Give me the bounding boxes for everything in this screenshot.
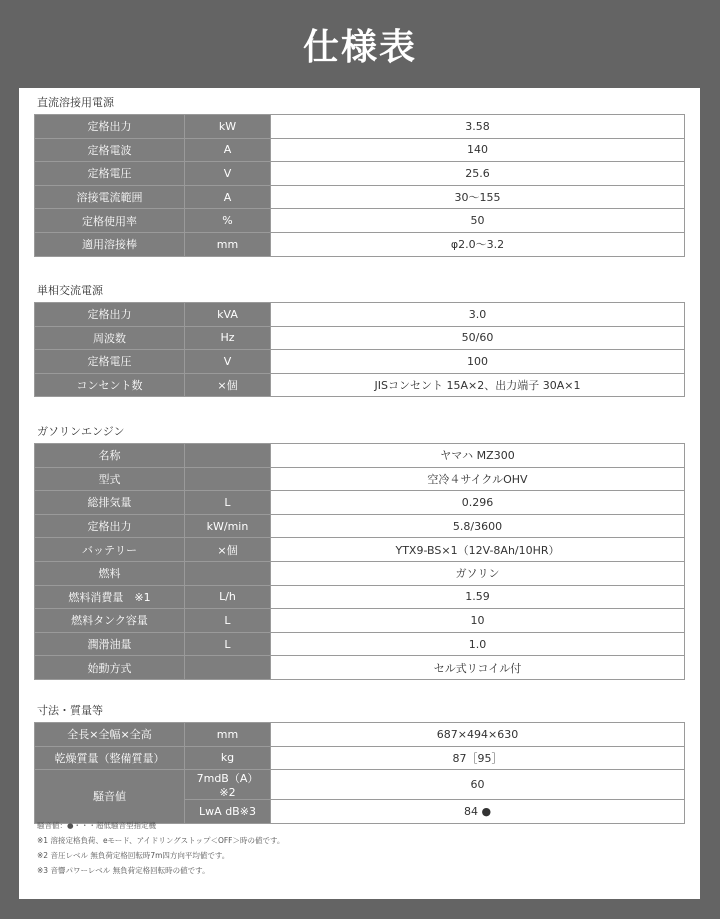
row-label: バッテリー <box>35 538 185 562</box>
dims-spec-table <box>34 722 685 824</box>
table-row <box>35 723 685 747</box>
table-row <box>35 232 685 256</box>
row-unit: ×個 <box>185 373 271 397</box>
table-row <box>35 303 685 327</box>
row-label: 定格電圧 <box>35 162 185 186</box>
footnote: ※2 音圧レベル 無負荷定格回転時7m四方向平均値です。 <box>37 851 230 860</box>
engine-spec-table <box>34 443 685 680</box>
row-label: 定格電波 <box>35 138 185 162</box>
row-label: 乾燥質量（整備質量） <box>35 746 185 770</box>
row-value: 1.59 <box>271 585 685 609</box>
table-row <box>35 444 685 468</box>
row-unit: kg <box>185 746 271 770</box>
section-title-engine: ガソリンエンジン <box>37 425 125 438</box>
row-unit: kVA <box>185 303 271 327</box>
noise-unit-sound-power: LwA dB※3 <box>185 800 271 824</box>
header-bar <box>0 0 720 88</box>
noise-value-sound-pressure: 60 <box>271 770 685 800</box>
row-unit: mm <box>185 723 271 747</box>
row-label: 燃料 <box>35 561 185 585</box>
row-value: 25.6 <box>271 162 685 186</box>
row-unit: L <box>185 491 271 515</box>
row-label: 始動方式 <box>35 656 185 680</box>
row-unit <box>185 444 271 468</box>
row-value: 3.0 <box>271 303 685 327</box>
row-unit: mm <box>185 232 271 256</box>
table-row <box>35 746 685 770</box>
row-unit: ×個 <box>185 538 271 562</box>
row-value: 50/60 <box>271 326 685 350</box>
row-label: 定格電圧 <box>35 350 185 374</box>
row-unit: kW/min <box>185 514 271 538</box>
row-value: ヤマハ MZ300 <box>271 444 685 468</box>
row-unit: L <box>185 609 271 633</box>
row-unit: V <box>185 162 271 186</box>
row-value: 30～155 <box>271 185 685 209</box>
row-unit: Hz <box>185 326 271 350</box>
row-unit: L/h <box>185 585 271 609</box>
row-unit <box>185 467 271 491</box>
table-row <box>35 770 685 800</box>
row-label: 適用溶接棒 <box>35 232 185 256</box>
page-title: 仕様表 <box>302 26 417 68</box>
table-row <box>35 162 685 186</box>
table-row <box>35 185 685 209</box>
row-label: 定格出力 <box>35 303 185 327</box>
spec-panel <box>19 88 700 899</box>
table-row <box>35 138 685 162</box>
row-value: 3.58 <box>271 115 685 139</box>
row-label: 溶接電流範囲 <box>35 185 185 209</box>
table-row <box>35 538 685 562</box>
footnote: ※1 溶接定格負荷、eモード、アイドリングストップ＜OFF＞時の値です。 <box>37 836 285 845</box>
table-row <box>35 373 685 397</box>
table-row <box>35 609 685 633</box>
footnote: 騒音値：●・・・超低騒音型指定機 <box>37 821 157 830</box>
dc-spec-table <box>34 114 685 257</box>
table-row <box>35 115 685 139</box>
row-label: 燃料タンク容量 <box>35 609 185 633</box>
row-unit: A <box>185 138 271 162</box>
row-value: 87［95］ <box>271 746 685 770</box>
row-label: 潤滑油量 <box>35 632 185 656</box>
table-row <box>35 656 685 680</box>
row-value: 50 <box>271 209 685 233</box>
row-label: 定格出力 <box>35 514 185 538</box>
row-label: 定格使用率 <box>35 209 185 233</box>
row-value: JISコンセント 15A×2、出力端子 30A×1 <box>271 373 685 397</box>
noise-value-sound-power: 84 ● <box>271 800 685 824</box>
section-title-dc: 直流溶接用電源 <box>37 96 114 109</box>
row-value: 100 <box>271 350 685 374</box>
row-label: 名称 <box>35 444 185 468</box>
row-unit: V <box>185 350 271 374</box>
row-unit: % <box>185 209 271 233</box>
table-row <box>35 514 685 538</box>
table-row <box>35 467 685 491</box>
noise-unit-sound-pressure: 7mdB（A）※2 <box>185 770 271 800</box>
row-label: 周波数 <box>35 326 185 350</box>
table-row <box>35 326 685 350</box>
table-row <box>35 585 685 609</box>
ac-spec-table <box>34 302 685 397</box>
row-value: 140 <box>271 138 685 162</box>
row-label: 型式 <box>35 467 185 491</box>
table-row <box>35 491 685 515</box>
row-unit: A <box>185 185 271 209</box>
row-unit <box>185 561 271 585</box>
row-label: 燃料消費量 ※1 <box>35 585 185 609</box>
section-title-ac: 単相交流電源 <box>37 284 103 297</box>
row-value: 0.296 <box>271 491 685 515</box>
row-value: セル式リコイル付 <box>271 656 685 680</box>
row-label: 総排気量 <box>35 491 185 515</box>
table-row <box>35 209 685 233</box>
row-value: 10 <box>271 609 685 633</box>
table-row <box>35 561 685 585</box>
table-row <box>35 350 685 374</box>
noise-label: 騒音値 <box>35 770 185 824</box>
section-title-dims: 寸法・質量等 <box>37 704 103 717</box>
row-value: 1.0 <box>271 632 685 656</box>
row-unit: kW <box>185 115 271 139</box>
row-label: コンセント数 <box>35 373 185 397</box>
footnote: ※3 音響パワーレベル 無負荷定格回転時の値です。 <box>37 866 210 875</box>
row-label: 定格出力 <box>35 115 185 139</box>
row-value: 空冷４サイクルOHV <box>271 467 685 491</box>
row-value: 5.8/3600 <box>271 514 685 538</box>
row-value: YTX9-BS×1（12V-8Ah/10HR） <box>271 538 685 562</box>
row-value: ガソリン <box>271 561 685 585</box>
row-unit <box>185 656 271 680</box>
table-row <box>35 632 685 656</box>
row-value: φ2.0～3.2 <box>271 232 685 256</box>
footnotes <box>37 822 284 882</box>
row-label: 全長×全幅×全高 <box>35 723 185 747</box>
row-value: 687×494×630 <box>271 723 685 747</box>
row-unit: L <box>185 632 271 656</box>
